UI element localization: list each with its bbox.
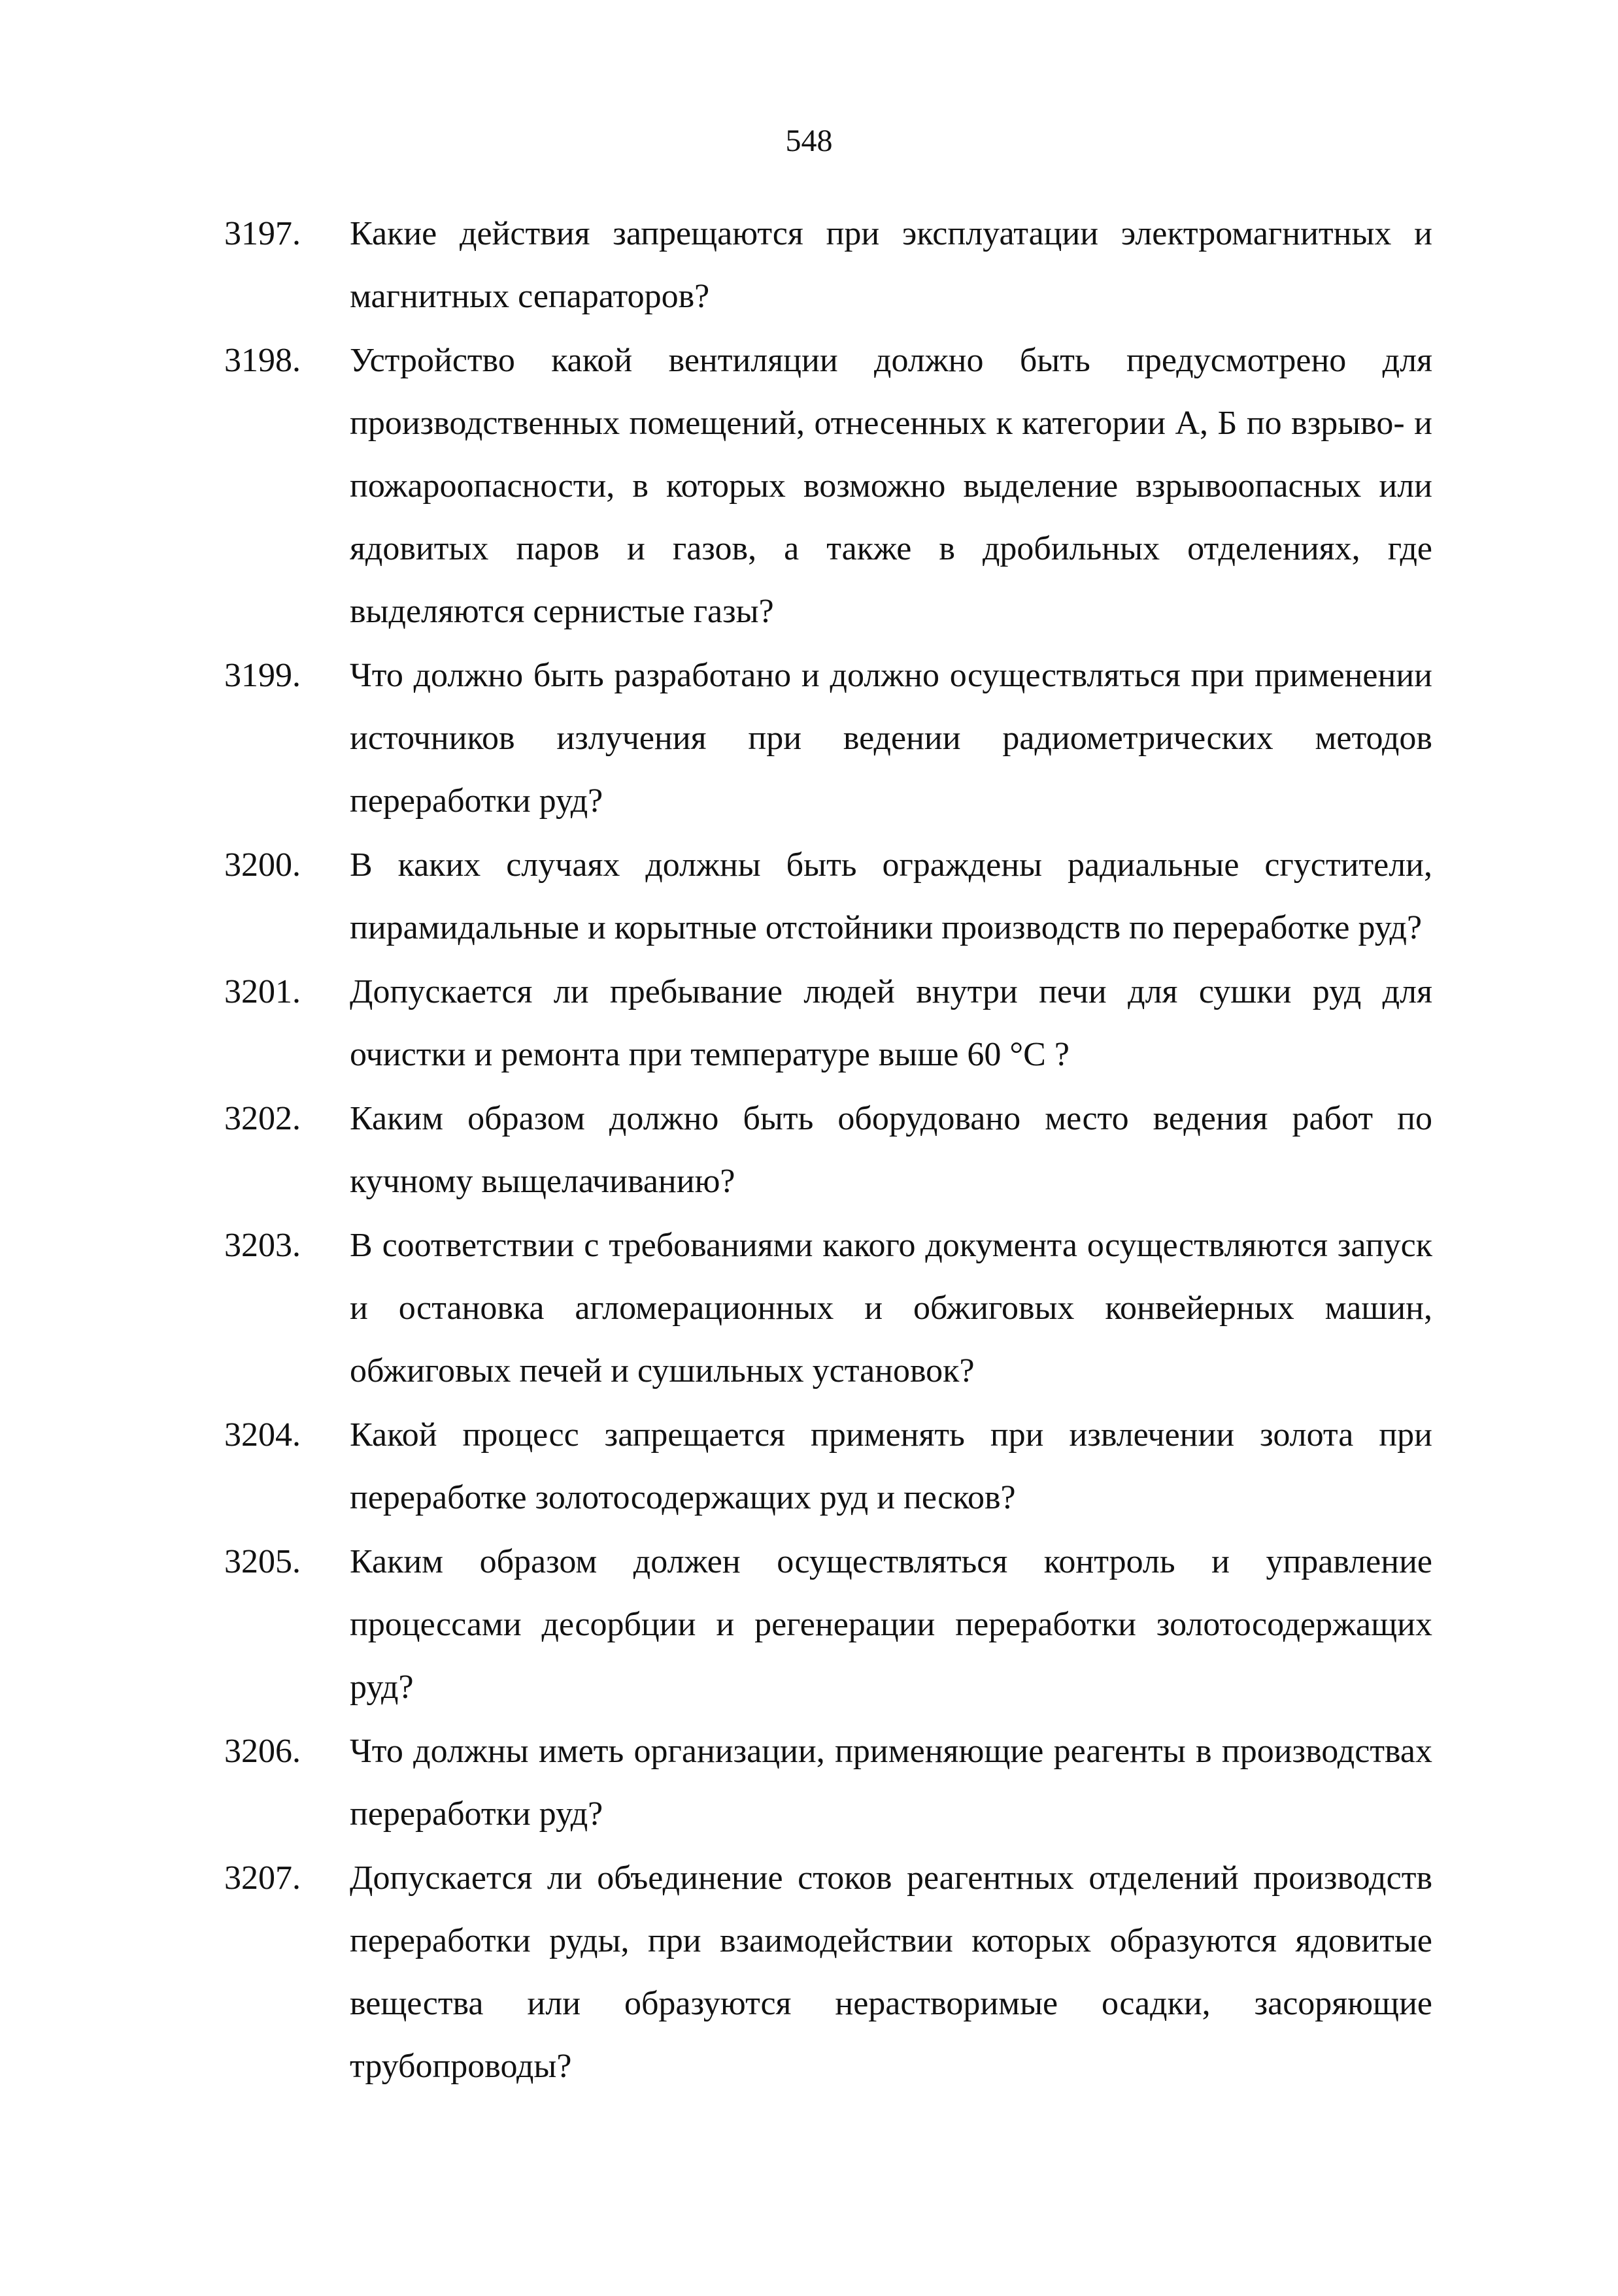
list-item	[224, 644, 1432, 833]
item-number: 3199.	[224, 657, 301, 694]
list-item	[224, 1531, 1432, 1719]
item-number: 3206.	[224, 1733, 301, 1770]
item-number: 3198.	[224, 342, 301, 379]
list-item	[224, 961, 1432, 1086]
item-text: Допускается ли объединение стоков реагентных отделений производств переработки руды, при взаимодействии которых образуются ядовитые вещества или образуются нерастворимые осадки, засоряющие трубопроводы?	[350, 1859, 1432, 2085]
item-text: Что должны иметь организации, применяющие реагенты в производствах переработки руд?	[350, 1733, 1432, 1833]
item-number: 3201.	[224, 973, 301, 1010]
item-number: 3207.	[224, 1859, 301, 1897]
item-text: В каких случаях должны быть ограждены радиальные сгустители, пирамидальные и корытные отстойники производств по переработке руд?	[350, 846, 1432, 946]
item-text: Какие действия запрещаются при эксплуатации электромагнитных и магнитных сепараторов?	[350, 215, 1432, 315]
item-number: 3197.	[224, 215, 301, 252]
list-item	[224, 329, 1432, 643]
list-item	[224, 203, 1432, 328]
list-item	[224, 1088, 1432, 1213]
item-text: Какой процесс запрещается применять при извлечении золота при переработке золотосодержащих руд и песков?	[350, 1416, 1432, 1516]
page-number: 548	[785, 124, 833, 158]
list-item	[224, 1847, 1432, 2098]
item-text: Каким образом должно быть оборудовано место ведения работ по кучному выщелачиванию?	[350, 1100, 1432, 1200]
item-number: 3205.	[224, 1543, 301, 1580]
list-item	[224, 834, 1432, 959]
item-text: Каким образом должен осуществляться контроль и управление процессами десорбции и регенерации переработки золотосодержащих руд?	[350, 1543, 1432, 1706]
item-number: 3200.	[224, 846, 301, 884]
question-list	[224, 203, 1432, 2099]
item-number: 3204.	[224, 1416, 301, 1454]
item-number: 3202.	[224, 1100, 301, 1137]
item-number: 3203.	[224, 1227, 301, 1264]
item-text: Что должно быть разработано и должно осуществляться при применении источников излучения при ведении радиометрических методов переработки руд?	[350, 657, 1432, 820]
list-item	[224, 1214, 1432, 1403]
list-item	[224, 1404, 1432, 1529]
item-text: В соответствии с требованиями какого документа осуществляются запуск и остановка агломерационных и обжиговых конвейерных машин, обжиговых печей и сушильных установок?	[350, 1227, 1432, 1389]
list-item	[224, 1720, 1432, 1846]
item-text: Допускается ли пребывание людей внутри печи для сушки руд для очистки и ремонта при температуре выше 60 °С ?	[350, 973, 1432, 1073]
item-text: Устройство какой вентиляции должно быть предусмотрено для производственных помещений, отнесенных к категории А, Б по взрыво- и пожароопасности, в которых возможно выделение взрывоопасных или ядовитых паров и газов, а также в дробильных отделениях, где выделяются сернистые газы?	[350, 342, 1432, 630]
